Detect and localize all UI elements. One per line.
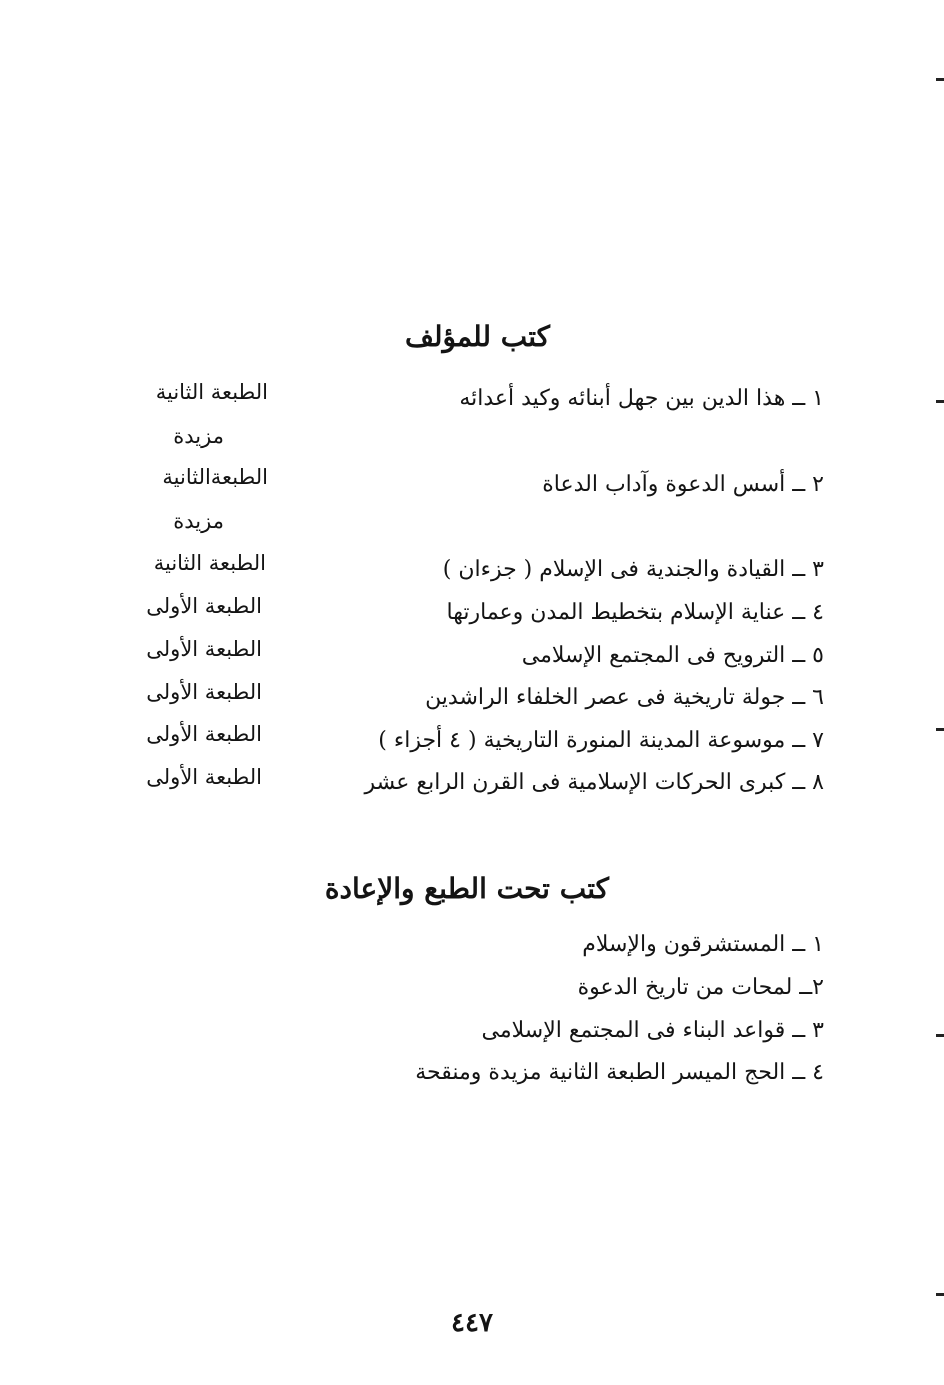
forthcoming-book-title: ٢ــ لمحات من تاريخ الدعوة — [577, 975, 824, 1000]
book-title: ٢ ــ أسس الدعوة وآداب الدعاة — [542, 472, 824, 497]
margin-tick — [936, 78, 944, 81]
book-edition: الطبعة الأولى — [146, 765, 262, 789]
book-edition: الطبعة الأولى — [146, 637, 262, 661]
section-heading-forthcoming-books: كتب تحت الطبع والإعادة — [324, 872, 609, 905]
book-edition: الطبعة الثانية — [155, 380, 268, 404]
book-edition: الطبعة الأولى — [146, 722, 262, 746]
forthcoming-book-title: ٤ ــ الحج الميسر الطبعة الثانية مزيدة ومنقحة — [415, 1060, 824, 1085]
page-number: ٤٤٧ — [451, 1308, 493, 1338]
forthcoming-book-title: ٣ ــ قواعد البناء فى المجتمع الإسلامى — [481, 1018, 824, 1043]
forthcoming-book-title: ١ ــ المستشرقون والإسلام — [582, 932, 824, 957]
book-edition-note: مزيدة — [173, 509, 224, 533]
section-heading-authored-books: كتب للمؤلف — [405, 320, 550, 353]
book-title: ١ ــ هذا الدين بين جهل أبنائه وكيد أعدائه — [459, 386, 824, 411]
book-title: ٧ ــ موسوعة المدينة المنورة التاريخية ( ٤ أجزاء ) — [378, 728, 824, 753]
book-title: ٣ ــ القيادة والجندية فى الإسلام ( جزءان ) — [442, 557, 824, 582]
book-edition: الطبعة الأولى — [146, 594, 262, 618]
book-title: ٨ ــ كبرى الحركات الإسلامية فى القرن الرابع عشر — [364, 770, 824, 795]
margin-tick — [936, 1293, 944, 1296]
book-edition: الطبعة الأولى — [146, 680, 262, 704]
book-edition: الطبعةالثانية — [162, 465, 268, 489]
book-title: ٥ ــ الترويح فى المجتمع الإسلامى — [521, 643, 824, 668]
margin-tick — [936, 400, 944, 403]
margin-tick — [936, 1034, 944, 1037]
book-edition-note: مزيدة — [173, 424, 224, 448]
margin-tick — [936, 728, 944, 731]
book-title: ٦ ــ جولة تاريخية فى عصر الخلفاء الراشدين — [425, 685, 824, 710]
book-title: ٤ ــ عناية الإسلام بتخطيط المدن وعمارتها — [446, 600, 824, 625]
book-edition: الطبعة الثانية — [153, 551, 266, 575]
